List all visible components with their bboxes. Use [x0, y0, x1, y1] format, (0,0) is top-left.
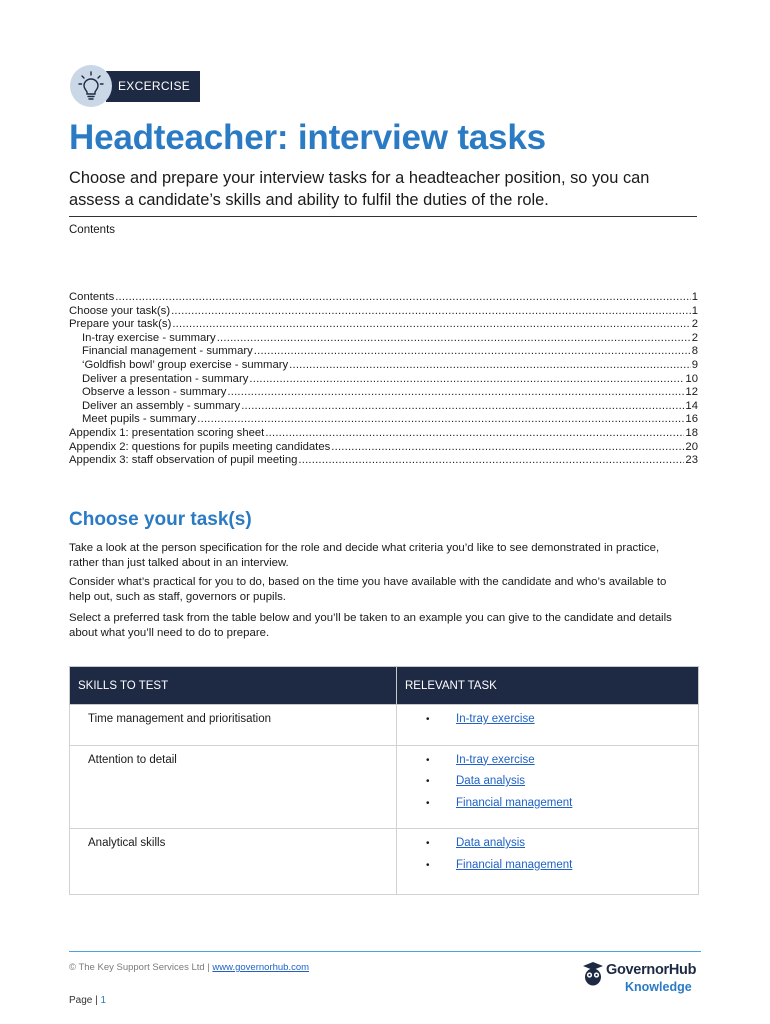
task-list — [419, 754, 690, 819]
toc-leader-dots — [265, 427, 684, 441]
table-row — [70, 745, 699, 829]
bullet-icon: • — [426, 797, 430, 809]
table-row — [70, 829, 699, 895]
bullet-icon: • — [426, 838, 430, 849]
task-list-item — [419, 713, 690, 735]
toc-entry-title: In-tray exercise - summary — [82, 331, 216, 344]
toc-entry-page: 16 — [685, 413, 698, 426]
bullet-icon: • — [426, 714, 430, 725]
table-header-skills: SKILLS TO TEST — [70, 667, 397, 705]
toc-entry-page: 20 — [685, 440, 698, 453]
title-divider — [69, 216, 697, 217]
task-cell — [397, 705, 699, 746]
toc-entry[interactable] — [69, 413, 698, 427]
table-of-contents — [69, 291, 698, 468]
page-number — [69, 995, 106, 1006]
toc-entry-page: 23 — [685, 454, 698, 467]
skills-task-table — [69, 666, 699, 895]
toc-entry-title: Financial management - summary — [82, 345, 253, 358]
task-list — [419, 837, 690, 880]
toc-entry-title: Meet pupils - summary — [82, 413, 197, 426]
toc-entry-page: 18 — [685, 426, 698, 439]
toc-entry-title: Contents — [69, 291, 115, 303]
task-list-item — [419, 775, 690, 797]
page-number-value: 1 — [100, 995, 107, 1006]
toc-entry-page: 10 — [685, 372, 698, 385]
toc-entry[interactable] — [69, 332, 698, 346]
task-list — [419, 713, 690, 735]
toc-entry-page: 2 — [691, 331, 698, 344]
toc-entry-page: 14 — [685, 399, 698, 412]
footer-divider — [69, 951, 701, 952]
toc-leader-dots — [241, 400, 684, 414]
toc-leader-dots — [227, 386, 684, 400]
copyright-text: © The Key Support Services Ltd | — [69, 962, 213, 973]
task-link[interactable]: Data analysis — [456, 837, 526, 849]
toc-leader-dots — [172, 318, 690, 332]
toc-entry-title: Observe a lesson - summary — [82, 386, 227, 399]
toc-leader-dots — [331, 441, 684, 455]
toc-entry-page: 1 — [691, 304, 698, 317]
intro-paragraph-1: Take a look at the person specification for the role and decide what criteria you’d like to see demonstrated in practice, rather than just talked about in an interview. — [69, 542, 660, 569]
badge-label: EXCERCISE — [106, 71, 200, 102]
toc-entry-page: 1 — [691, 291, 698, 303]
toc-entry[interactable] — [69, 441, 698, 455]
footer-copyright — [69, 962, 309, 973]
toc-leader-dots — [254, 345, 691, 359]
table-row — [70, 705, 699, 746]
intro-paragraph-2: Consider what’s practical for you to do, based on the time you have available with the candidate and who’s available to help out, such as staff, governors or pupils. — [69, 576, 667, 603]
toc-leader-dots — [171, 305, 691, 319]
page-title: Headteacher: interview tasks — [69, 118, 546, 157]
toc-entry[interactable] — [69, 386, 698, 400]
bullet-icon: • — [426, 859, 430, 871]
skill-cell: Analytical skills — [70, 829, 397, 895]
task-cell — [397, 829, 699, 895]
toc-entry-page: 9 — [691, 358, 698, 371]
governorhub-link[interactable]: www.governorhub.com — [212, 962, 310, 973]
toc-entry[interactable] — [69, 305, 698, 319]
toc-entry[interactable] — [69, 454, 698, 468]
task-link[interactable]: Data analysis — [456, 775, 526, 787]
lightbulb-icon — [70, 65, 112, 107]
toc-entry-title: Deliver a presentation - summary — [82, 372, 249, 385]
section-heading: Choose your task(s) — [69, 509, 252, 530]
toc-entry[interactable] — [69, 318, 698, 332]
toc-entry-page: 8 — [691, 345, 698, 358]
task-list-item — [419, 797, 690, 819]
logo-text-top: GovernorHub — [606, 962, 697, 978]
table-header-task: RELEVANT TASK — [397, 667, 699, 705]
toc-entry-title: Choose your task(s) — [69, 304, 171, 317]
toc-leader-dots — [249, 373, 684, 387]
page-label: Page | — [69, 995, 101, 1006]
contents-label: Contents — [69, 224, 116, 236]
toc-entry-title: Appendix 1: presentation scoring sheet — [69, 426, 265, 439]
toc-leader-dots — [115, 291, 690, 305]
toc-leader-dots — [217, 332, 691, 346]
toc-entry[interactable] — [69, 373, 698, 387]
task-cell — [397, 745, 699, 829]
task-link[interactable]: Financial management — [456, 796, 573, 809]
toc-leader-dots — [197, 413, 684, 427]
task-link[interactable]: In-tray exercise — [456, 713, 535, 725]
task-link[interactable]: Financial management — [456, 858, 573, 871]
toc-entry-title: Appendix 2: questions for pupils meeting candidates — [69, 440, 331, 453]
task-link[interactable]: In-tray exercise — [456, 753, 535, 766]
bullet-icon: • — [426, 776, 430, 787]
task-list-item — [419, 859, 690, 881]
task-list-item — [419, 754, 690, 776]
owl-icon — [582, 961, 604, 987]
toc-entry[interactable] — [69, 291, 698, 305]
toc-entry[interactable] — [69, 427, 698, 441]
intro-paragraph-3: Select a preferred task from the table below and you’ll be taken to an example you can give to the candidate and details about what you’ll need to do to prepare. — [69, 612, 672, 639]
skill-cell: Time management and prioritisation — [70, 705, 397, 746]
bullet-icon: • — [426, 754, 430, 766]
toc-entry-title: Prepare your task(s) — [69, 318, 172, 331]
toc-leader-dots — [289, 359, 691, 373]
toc-entry-title: Appendix 3: staff observation of pupil meeting — [69, 454, 298, 467]
toc-leader-dots — [298, 454, 684, 468]
toc-entry[interactable] — [69, 345, 698, 359]
toc-entry-page: 2 — [691, 318, 698, 331]
task-list-item — [419, 837, 690, 859]
toc-entry[interactable] — [69, 359, 698, 373]
page-subtitle: Choose and prepare your interview tasks for a headteacher position, so you can assess a candidate’s skills and ability to fulfil the duties of the role. — [69, 169, 650, 209]
governorhub-logo — [582, 960, 702, 998]
toc-entry-title: ‘Goldfish bowl’ group exercise - summary — [82, 358, 289, 371]
logo-text-bottom: Knowledge — [625, 980, 692, 994]
toc-entry-page: 12 — [685, 386, 698, 399]
skill-cell: Attention to detail — [70, 745, 397, 829]
exercise-badge — [70, 64, 200, 108]
toc-entry-title: Deliver an assembly - summary — [82, 399, 241, 412]
toc-entry[interactable] — [69, 400, 698, 414]
